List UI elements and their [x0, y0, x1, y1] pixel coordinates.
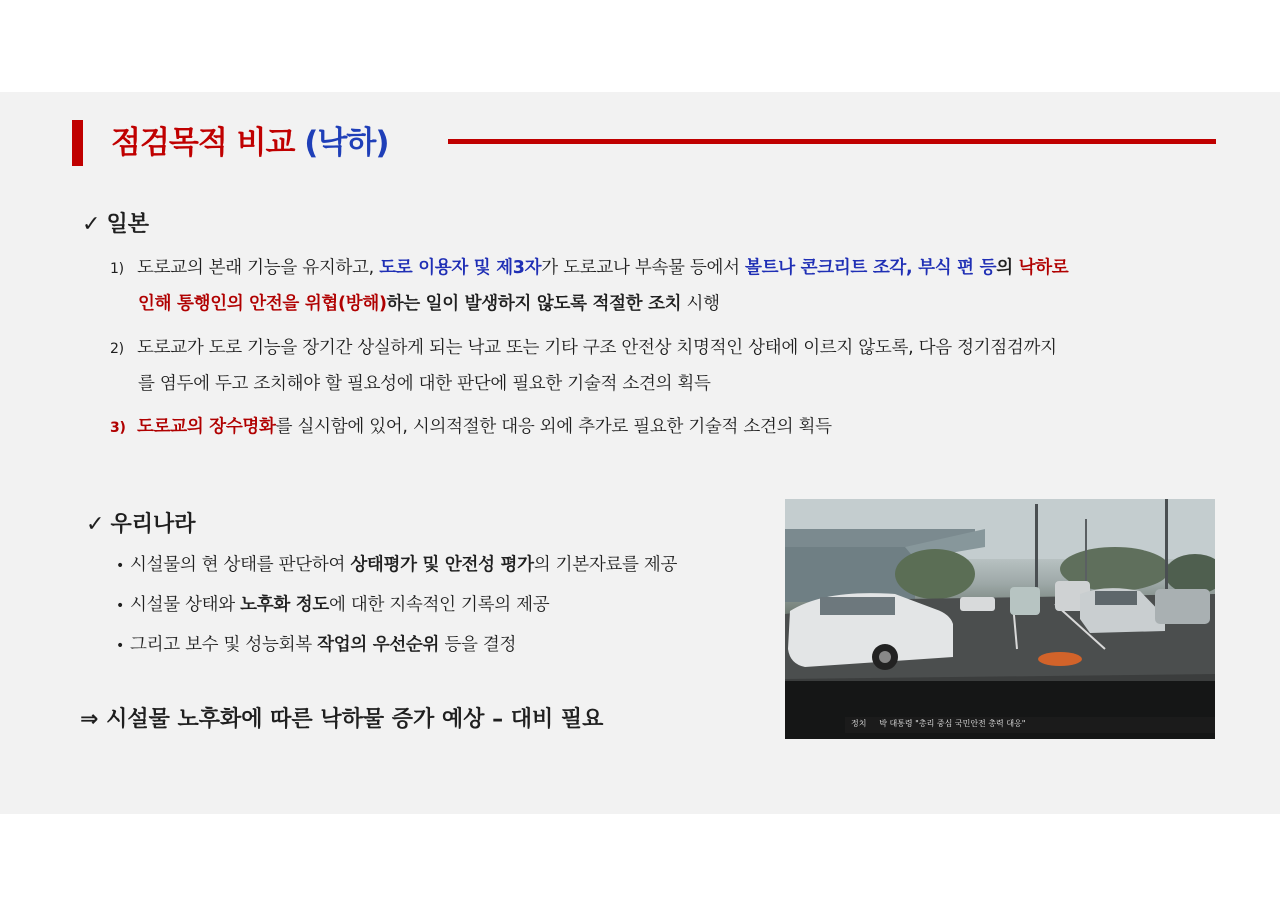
- korea-bullet-1: [116, 550, 677, 581]
- item-number: 3): [110, 420, 126, 436]
- photo-caption: [851, 718, 1025, 729]
- title-main: 점검목적 비교: [111, 125, 305, 161]
- dashcam-scene: [785, 499, 1215, 739]
- caption-tag: 정치: [851, 719, 867, 728]
- section-korea-label: 우리나라: [110, 512, 196, 537]
- item-text: 를 실시함에 있어, 시의적절한 대응 외에 추가로 필요한 기술적 소견의 획득: [275, 417, 832, 437]
- title-accent-bar: [72, 120, 83, 166]
- item-highlight: 인해 통행인의 안전을 위협(방해): [138, 294, 387, 314]
- check-icon: ✓: [86, 512, 105, 537]
- item-highlight: 도로 이용자 및 제3자: [379, 258, 542, 278]
- conclusion-text: ⇒ 시설물 노후화에 따른 낙하물 증가 예상 – 대비 필요: [80, 707, 604, 732]
- japan-item-1: [110, 250, 1068, 287]
- bullet-bold: 노후화 정도: [240, 595, 329, 615]
- dashcam-photo: [785, 499, 1215, 739]
- item-number: 1): [110, 261, 124, 277]
- bullet-text: 의 기본자료를 제공: [533, 555, 678, 575]
- caption-text: 박 대통령 "총리 중심 국민안전 총력 대응": [879, 719, 1026, 728]
- check-icon: ✓: [82, 212, 101, 237]
- japan-item-2: [110, 330, 1057, 367]
- item-number: 2): [110, 341, 124, 357]
- section-japan-label: 일본: [106, 212, 149, 237]
- item-bold: 하는 일이 발생하지 않도록 적절한 조치: [386, 294, 682, 314]
- section-korea-heading: [86, 510, 195, 540]
- section-japan-heading: [82, 210, 149, 240]
- bullet-text: 그리고 보수 및 성능회복: [130, 635, 318, 655]
- item-highlight: 낙하로: [1018, 258, 1069, 278]
- title-paren: (낙하): [304, 125, 389, 161]
- item-text: 를 염두에 두고 조치해야 할 필요성에 대한 판단에 필요한 기술적 소견의 획득: [138, 374, 711, 394]
- item-text: 도로교의 본래 기능을 유지하고,: [137, 258, 380, 278]
- bullet-text: 등을 결정: [439, 635, 517, 655]
- bullet-icon: •: [116, 598, 124, 614]
- bullet-text: 에 대한 지속적인 기록의 제공: [328, 595, 550, 615]
- item-text: 가 도로교나 부속물 등에서: [541, 258, 745, 278]
- item-highlight: 볼트나 콘크리트 조각, 부식 편 등: [745, 258, 997, 278]
- bullet-text: 시설물의 현 상태를 판단하여: [130, 555, 351, 575]
- bullet-bold: 작업의 우선순위: [317, 635, 440, 655]
- korea-bullet-3: [116, 630, 516, 661]
- item-highlight: 도로교의 장수명화: [137, 417, 276, 437]
- bullet-icon: •: [116, 638, 124, 654]
- korea-bullet-2: [116, 590, 549, 621]
- item-text: 의: [996, 258, 1019, 278]
- item-text: 시행: [681, 294, 720, 314]
- title-rule: [448, 139, 1216, 144]
- japan-item-2-cont: [138, 366, 711, 402]
- japan-item-1-cont: [138, 286, 720, 322]
- japan-item-3: [110, 409, 832, 446]
- bullet-icon: •: [116, 558, 124, 574]
- page-title: [111, 121, 389, 165]
- item-text: 도로교가 도로 기능을 장기간 상실하게 되는 낙교 또는 기타 구조 안전상 치명적인 상태에 이르지 않도록, 다음 정기점검까지: [137, 338, 1057, 358]
- bullet-bold: 상태평가 및 안전성 평가: [350, 555, 534, 575]
- bullet-text: 시설물 상태와: [130, 595, 241, 615]
